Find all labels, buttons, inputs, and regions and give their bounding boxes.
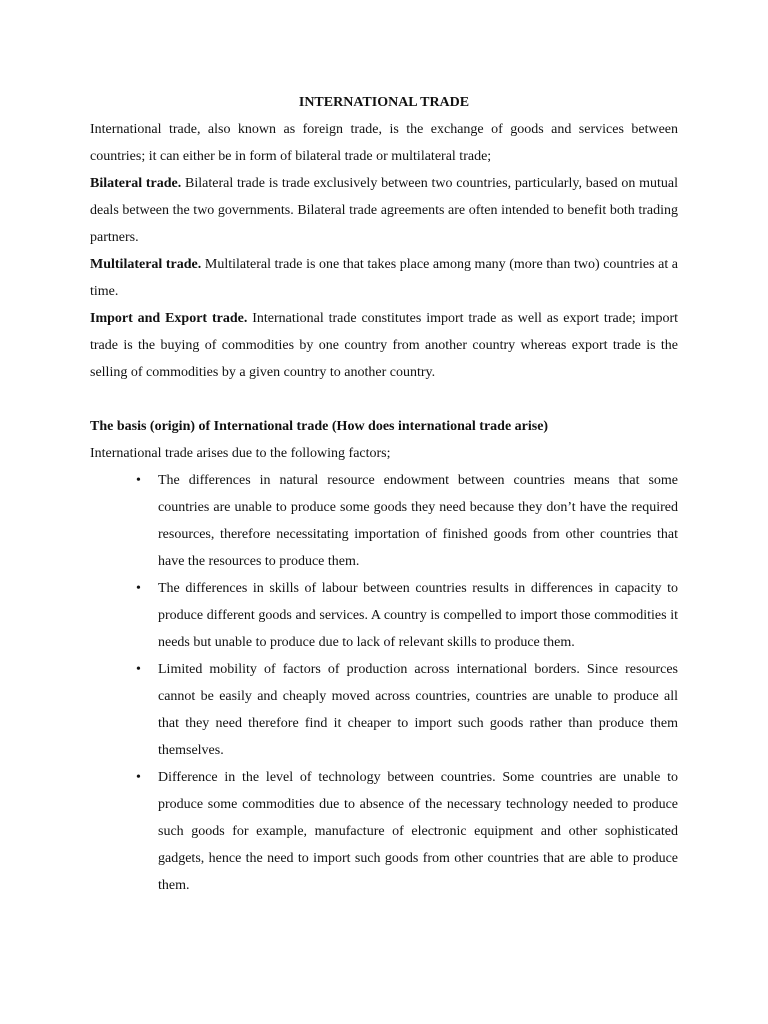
bullet-icon: • [136, 473, 141, 488]
list-item [90, 764, 678, 899]
definition-import-export [90, 305, 678, 386]
section-heading: The basis (origin) of International trade (How does international trade arise) [90, 419, 549, 434]
intro-paragraph: International trade, also known as foreign trade, is the exchange of goods and services between countries; it can either be in form of bilateral trade or multilateral trade; [90, 122, 678, 164]
list-item [90, 575, 678, 656]
factors-list [90, 467, 678, 899]
list-item [90, 656, 678, 764]
list-item [90, 467, 678, 575]
definition-term: Import and Export trade. [90, 311, 248, 326]
document-page [90, 89, 678, 899]
definition-term: Multilateral trade. [90, 257, 202, 272]
definition-text: Bilateral trade is trade exclusively between two countries, particularly, based on mutual deals between the two governments. Bilateral trade agreements are often intended to benefit both trading partners. [90, 176, 678, 245]
definition-bilateral [90, 170, 678, 251]
definition-term: Bilateral trade. [90, 176, 182, 191]
list-item-text: The differences in natural resource endowment between countries means that some countries are unable to produce some goods they need because they don’t have the required resources, therefore necessitating importation of finished goods from other countries that have the resources to produce them. [158, 473, 678, 569]
document-title: INTERNATIONAL TRADE [298, 95, 470, 110]
list-item-text: Limited mobility of factors of production across international borders. Since resources cannot be easily and cheaply moved across countries, countries are unable to produce all that they need therefore find it cheaper to import such goods rather than produce them themselves. [158, 662, 678, 758]
bullet-icon: • [136, 581, 141, 596]
list-item-text: Difference in the level of technology between countries. Some countries are unable to produce some commodities due to absence of the necessary technology needed to produce such goods for example, manufacture of electronic equipment and other sophisticated gadgets, hence the need to import such goods from other countries that are able to produce them. [158, 770, 678, 893]
section-intro: International trade arises due to the following factors; [90, 446, 391, 461]
definition-text: Multilateral trade is one that takes place among many (more than two) countries at a time. [90, 257, 679, 299]
bullet-icon: • [136, 770, 141, 785]
definition-multilateral [90, 251, 678, 305]
bullet-icon: • [136, 662, 141, 677]
definition-text: International trade constitutes import trade as well as export trade; import trade is the buying of commodities by one country from another country whereas export trade is the selling of commodities by a given country to another country. [90, 311, 678, 380]
list-item-text: The differences in skills of labour between countries results in differences in capacity to produce different goods and services. A country is compelled to import those commodities it needs but unable to produce due to lack of relevant skills to produce them. [158, 581, 678, 650]
